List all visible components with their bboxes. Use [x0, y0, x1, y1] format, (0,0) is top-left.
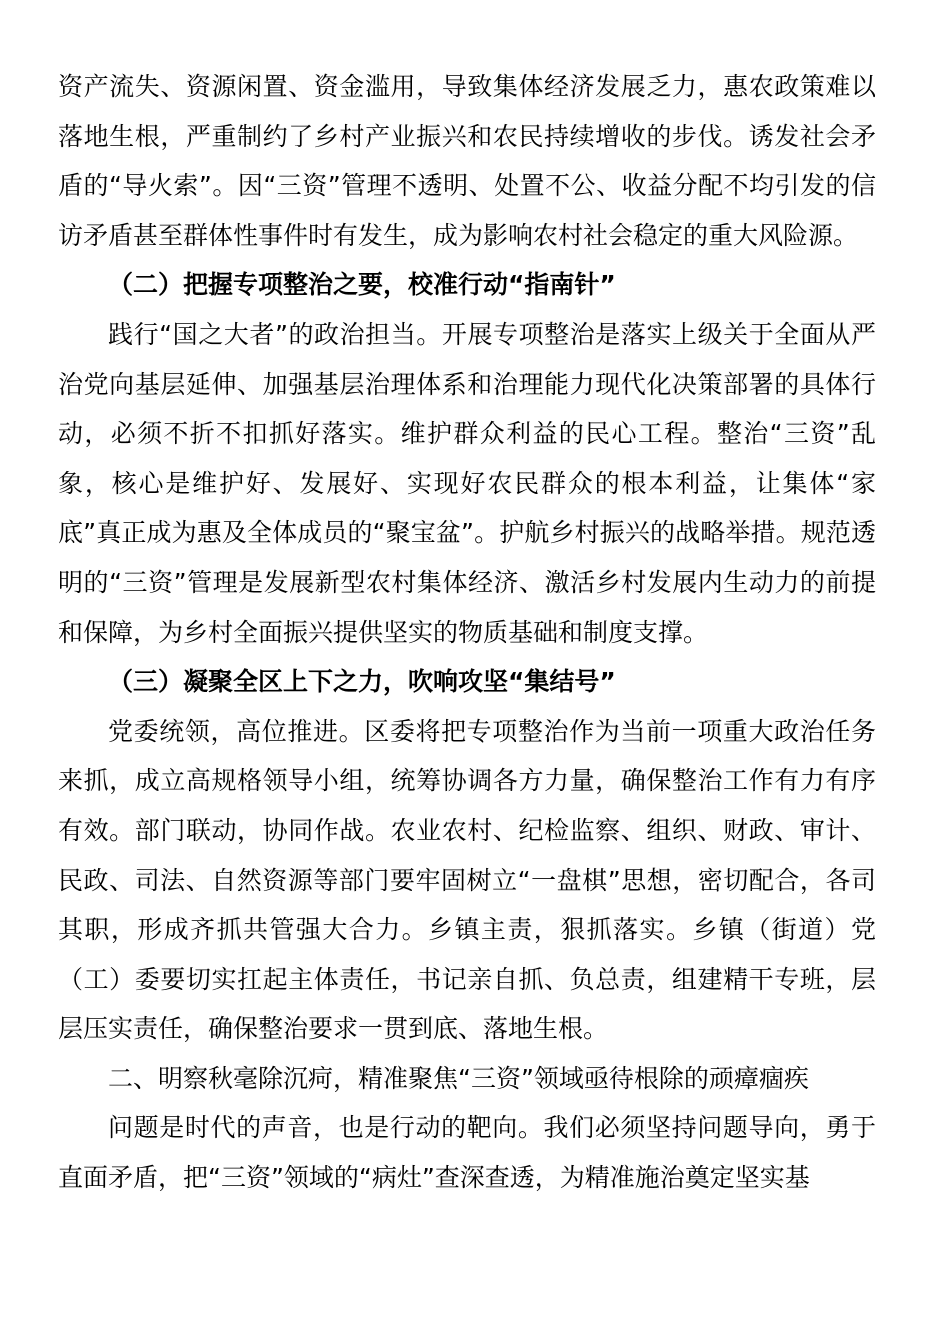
document-page	[58, 62, 876, 1203]
body-paragraph: 党委统领，高位推进。区委将把专项整治作为当前一项重大政治任务来抓，成立高规格领导小组，统筹协调各方力量，确保整治工作有力有序有效。部门联动，协同作战。农业农村、纪检监察、组织、财政、审计、民政、司法、自然资源等部门要牢固树立“一盘棋”思想，密切配合，各司其职，形成齐抓共管强大合力。乡镇主责，狠抓落实。乡镇（街道）党（工）委要切实扛起主体责任，书记亲自抓、负总责，组建精干专班，层层压实责任，确保整治要求一贯到底、落地生根。	[58, 716, 876, 1044]
section-heading-2: 二、明察秋毫除沉疴，精准聚焦“三资”领域亟待根除的顽瘴痼疾	[108, 1063, 809, 1093]
body-paragraph: 问题是时代的声音，也是行动的靶向。我们必须坚持问题导向，勇于直面矛盾，把“三资”领域的“病灶”查深查透，为精准施治奠定坚实基	[58, 1113, 876, 1193]
body-paragraph-continued: 资产流失、资源闲置、资金滥用，导致集体经济发展乏力，惠农政策难以落地生根，严重制约了乡村产业振兴和农民持续增收的步伐。诱发社会矛盾的“导火索”。因“三资”管理不透明、处置不公、收益分配不均引发的信访矛盾甚至群体性事件时有发生，成为影响农村社会稳定的重大风险源。	[58, 72, 876, 250]
section-subheading-3: （三）凝聚全区上下之力，吹响攻坚“集结号”	[108, 667, 616, 697]
section-subheading-2: （二）把握专项整治之要，校准行动“指南针”	[108, 270, 616, 300]
body-paragraph: 践行“国之大者”的政治担当。开展专项整治是落实上级关于全面从严治党向基层延伸、加强基层治理体系和治理能力现代化决策部署的具体行动，必须不折不扣抓好落实。维护群众利益的民心工程。整治“三资”乱象，核心是维护好、发展好、实现好农民群众的根本利益，让集体“家底”真正成为惠及全体成员的“聚宝盆”。护航乡村振兴的战略举措。规范透明的“三资”管理是发展新型农村集体经济、激活乡村发展内生动力的前提和保障，为乡村全面振兴提供坚实的物质基础和制度支撑。	[58, 319, 876, 647]
